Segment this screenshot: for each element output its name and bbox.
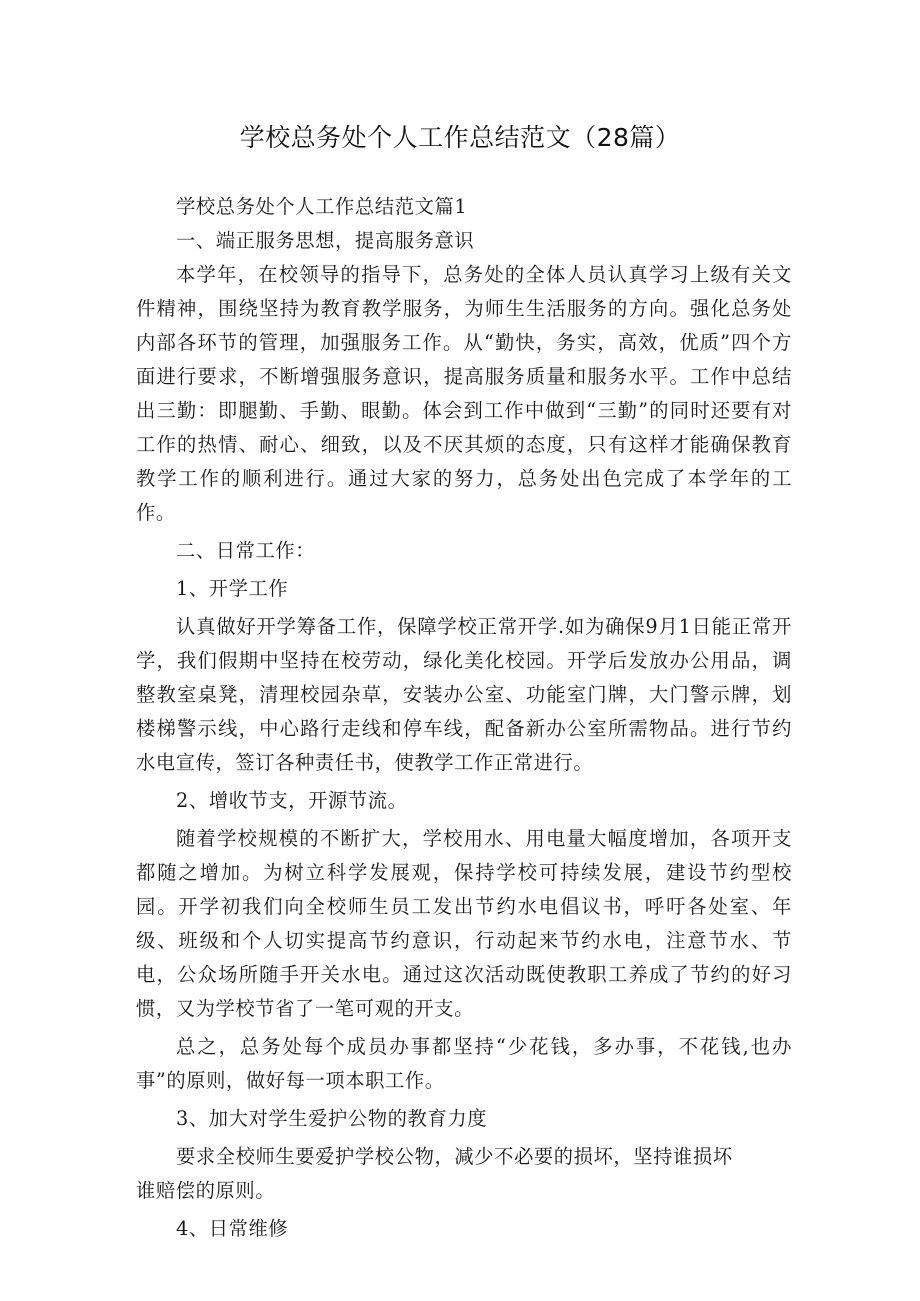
paragraph: 本学年，在校领导的指导下，总务处的全体人员认真学习上级有关文件精神，围绕坚持为教育教学服务，为师生生活服务的方向。强化总务处内部各环节的管理，加强服务工作。从“勤快，务实，高效，优质”四个方面进行要求，不断增强服务意识，提高服务质量和服务水平。工作中总结出三勤：即腿勤、手勤、眼勤。体会到工作中做到“三勤”的同时还要有对工作的热情、耐心、细致，以及不厌其烦的态度，只有这样才能确保教育教学工作的顺利进行。通过大家的努力，总务处出色完成了本学年的工作。	[136, 263, 792, 524]
document-title: 学校总务处个人工作总结范文（28篇）	[239, 123, 681, 152]
subheading: 1、开学工作	[176, 577, 289, 600]
paragraph: 随着学校规模的不断扩大，学校用水、用电量大幅度增加，各项开支都随之增加。为树立科学发展观，保持学校可持续发展，建设节约型校园。开学初我们向全校师生员工发出节约水电倡议书，呼吁各处室、年级、班级和个人切实提高节约意识，行动起来节约水电，注意节水、节电，公众场所随手开关水电。通过这次活动既使教职工养成了节约的好习惯，又为学校节省了一笔可观的开支。	[136, 827, 792, 1020]
subheading: 3、加大对学生爱护公物的教育力度	[176, 1107, 488, 1130]
paragraph-continuation: 谁赔偿的原则。	[136, 1179, 276, 1202]
document-body	[136, 190, 792, 1246]
section-heading: 学校总务处个人工作总结范文篇1	[176, 195, 468, 218]
paragraph: 认真做好开学筹备工作，保障学校正常开学.如为确保9月1日能正常开学，我们假期中坚持在校劳动，绿化美化校园。开学后发放办公用品，调整教室桌凳，清理校园杂草，安装办公室、功能室门牌，大门警示牌，划楼梯警示线，中心路行走线和停车线，配备新办公室所需物品。进行节约水电宣传，签订各种责任书，使教学工作正常进行。	[136, 615, 792, 774]
subheading: 4、日常维修	[176, 1217, 289, 1240]
paragraph: 要求全校师生要爱护学校公物，减少不必要的损坏，坚持谁损坏	[176, 1145, 733, 1168]
subheading: 一、端正服务思想，提高服务意识	[176, 229, 475, 252]
subheading: 二、日常工作：	[176, 539, 316, 562]
paragraph: 总之，总务处每个成员办事都坚持“少花钱，多办事，不花钱,也办事”的原则，做好每一项本职工作。	[136, 1035, 792, 1092]
subheading: 2、增收节支，开源节流。	[176, 789, 408, 812]
